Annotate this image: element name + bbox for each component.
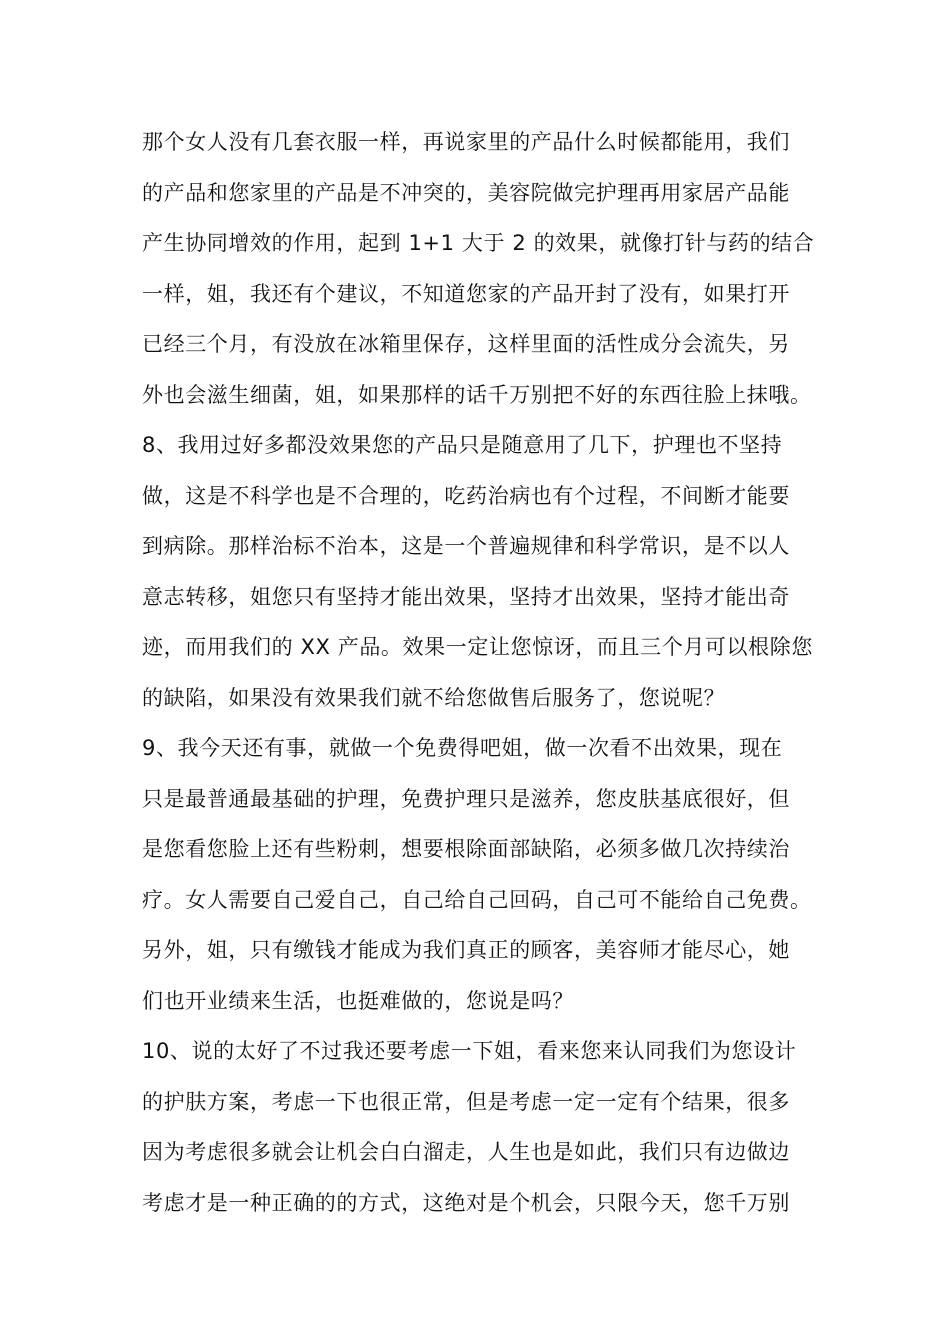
text-line: 的产品和您家里的产品是不冲突的，美容院做完护理再用家居产品能: [142, 180, 790, 205]
text-line: 10、说的太好了不过我还要考虑一下姐，看来您来认同我们为您设计: [142, 1039, 797, 1063]
text-line: 们也开业绩来生活，也挺难做的，您说是吗？: [142, 988, 574, 1013]
text-line: 意志转移，姐您只有坚持才能出效果，坚持才出效果，坚持才能出奇: [142, 584, 790, 609]
text-line: 只是最普通最基础的护理，免费护理只是滋养，您皮肤基底很好，但: [142, 786, 790, 811]
text-line: 一样，姐，我还有个建议，不知道您家的产品开封了没有，如果打开: [142, 281, 790, 306]
text-line: 8、我用过好多都没效果您的产品只是随意用了几下，护理也不坚持: [142, 433, 783, 457]
text-line: 疗。女人需要自己爱自己，自己给自己回码，自己可不能给自己免费。: [142, 887, 812, 912]
text-line: 是您看您脸上还有些粉刺，想要根除面部缺陷，必须多做几次持续治: [142, 837, 790, 861]
text-line: 外也会滋生细菌，姐，如果那样的话千万别把不好的东西往脸上抹哦。: [142, 382, 812, 407]
text-line: 另外，姐，只有缴钱才能成为我们真正的顾客，美容师才能尽心，她: [142, 938, 790, 962]
text-line: 产生协同增效的作用，起到 1+1 大于 2 的效果，就像打针与药的结合: [142, 231, 815, 255]
text-line: 的缺陷，如果没有效果我们就不给您做售后服务了，您说呢？: [142, 685, 726, 710]
text-line: 做，这是不科学也是不合理的，吃药治病也有个过程，不间断才能要: [142, 483, 790, 508]
text-line: 因为考虑很多就会让机会白白溜走，人生也是如此，我们只有边做边: [142, 1140, 790, 1164]
text-line: 9、我今天还有事，就做一个免费得吧姐，做一次看不出效果，现在: [142, 736, 783, 760]
body-text: [142, 117, 842, 1228]
text-line: 的护肤方案，考虑一下也很正常，但是考虑一定一定有个结果，很多: [142, 1089, 790, 1114]
text-line: 已经三个月，有没放在冰箱里保存，这样里面的活性成分会流失，另: [142, 332, 790, 356]
text-line: 迹，而用我们的 XX 产品。效果一定让您惊讶，而且三个月可以根除您: [142, 635, 813, 659]
text-line: 考虑才是一种正确的的方式，这绝对是个机会，只限今天，您千万别: [142, 1190, 790, 1215]
text-line: 那个女人没有几套衣服一样，再说家里的产品什么时候都能用，我们: [142, 130, 790, 154]
text-line: 到病除。那样治标不治本，这是一个普遍规律和科学常识，是不以人: [142, 534, 790, 558]
